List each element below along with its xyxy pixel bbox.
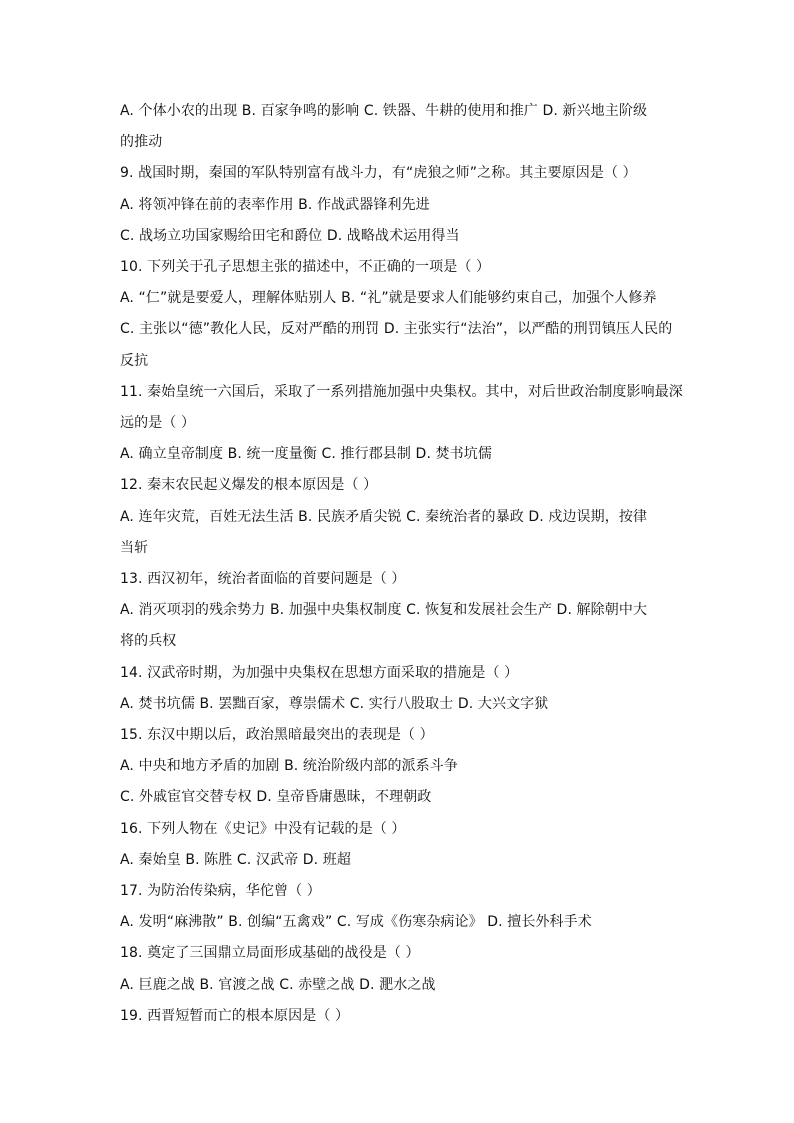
text-line: 将的兵权 (120, 633, 177, 650)
text-line: A. 焚书坑儒 B. 罢黜百家，尊崇儒术 C. 实行八股取士 D. 大兴文字狱 (120, 695, 549, 712)
text-line: 远的是（ ） (120, 415, 196, 432)
text-line: A. 将领冲锋在前的表率作用 B. 作战武器锋利先进 (120, 196, 430, 213)
text-line: A. 发明“麻沸散” B. 创编“五禽戏” C. 写成《伤寒杂病论》 D. 擅长外科手术 (120, 914, 592, 931)
question-15: 15. 东汉中期以后，政治黑暗最突出的表现是（ ） (120, 727, 434, 744)
question-11: 11. 秦始皇统一六国后，采取了一系列措施加强中央集权。其中，对后世政治制度影响最深 (120, 383, 683, 400)
text-line: A. “仁”就是要爱人，理解体贴别人 B. “礼”就是要求人们能够约束自己，加强个人修养 (120, 290, 657, 307)
question-19: 19. 西晋短暂而亡的根本原因是（ ） (120, 1007, 350, 1024)
text-line: C. 战场立功国家赐给田宅和爵位 D. 战略战术运用得当 (120, 227, 460, 244)
text-line: C. 主张以“德”教化人民，反对严酷的刑罚 D. 主张实行“法治”，以严酷的刑罚镇压人民的 (120, 321, 673, 338)
question-13: 13. 西汉初年，统治者面临的首要问题是（ ） (120, 571, 406, 588)
text-line: A. 巨鹿之战 B. 官渡之战 C. 赤壁之战 D. 淝水之战 (120, 976, 436, 993)
question-12: 12. 秦末农民起义爆发的根本原因是（ ） (120, 477, 378, 494)
question-16: 16. 下列人物在《史记》中没有记载的是（ ） (120, 820, 406, 837)
text-line: 当斩 (120, 539, 149, 556)
text-line: C. 外戚宦官交替专权 D. 皇帝昏庸愚昧，不理朝政 (120, 789, 432, 806)
question-10: 10. 下列关于孔子思想主张的描述中，不正确的一项是（ ） (120, 259, 491, 276)
question-18: 18. 奠定了三国鼎立局面形成基础的战役是（ ） (120, 945, 420, 962)
text-line: A. 确立皇帝制度 B. 统一度量衡 C. 推行郡县制 D. 焚书坑儒 (120, 446, 492, 463)
question-9: 9. 战国时期，秦国的军队特别富有战斗力，有“虎狼之师”之称。其主要原因是（ ） (120, 165, 637, 182)
question-17: 17. 为防治传染病，华佗曾（ ） (120, 883, 321, 900)
text-line: A. 消灭项羽的残余势力 B. 加强中央集权制度 C. 恢复和发展社会生产 D. 解除朝中大 (120, 602, 648, 619)
text-line: A. 秦始皇 B. 陈胜 C. 汉武帝 D. 班超 (120, 851, 351, 868)
text-line: A. 连年灾荒，百姓无法生活 B. 民族矛盾尖锐 C. 秦统治者的暴政 D. 戍边误期，按律 (120, 508, 648, 525)
question-14: 14. 汉武帝时期，为加强中央集权在思想方面采取的措施是（ ） (120, 664, 519, 681)
text-line: 反抗 (120, 352, 149, 369)
text-line: A. 中央和地方矛盾的加剧 B. 统治阶级内部的派系斗争 (120, 758, 458, 775)
text-line: A. 个体小农的出现 B. 百家争鸣的影响 C. 铁器、牛耕的使用和推广 D. 新兴地主阶级 (120, 103, 648, 119)
text-line: 的推动 (120, 134, 163, 151)
document-page (120, 96, 683, 1032)
